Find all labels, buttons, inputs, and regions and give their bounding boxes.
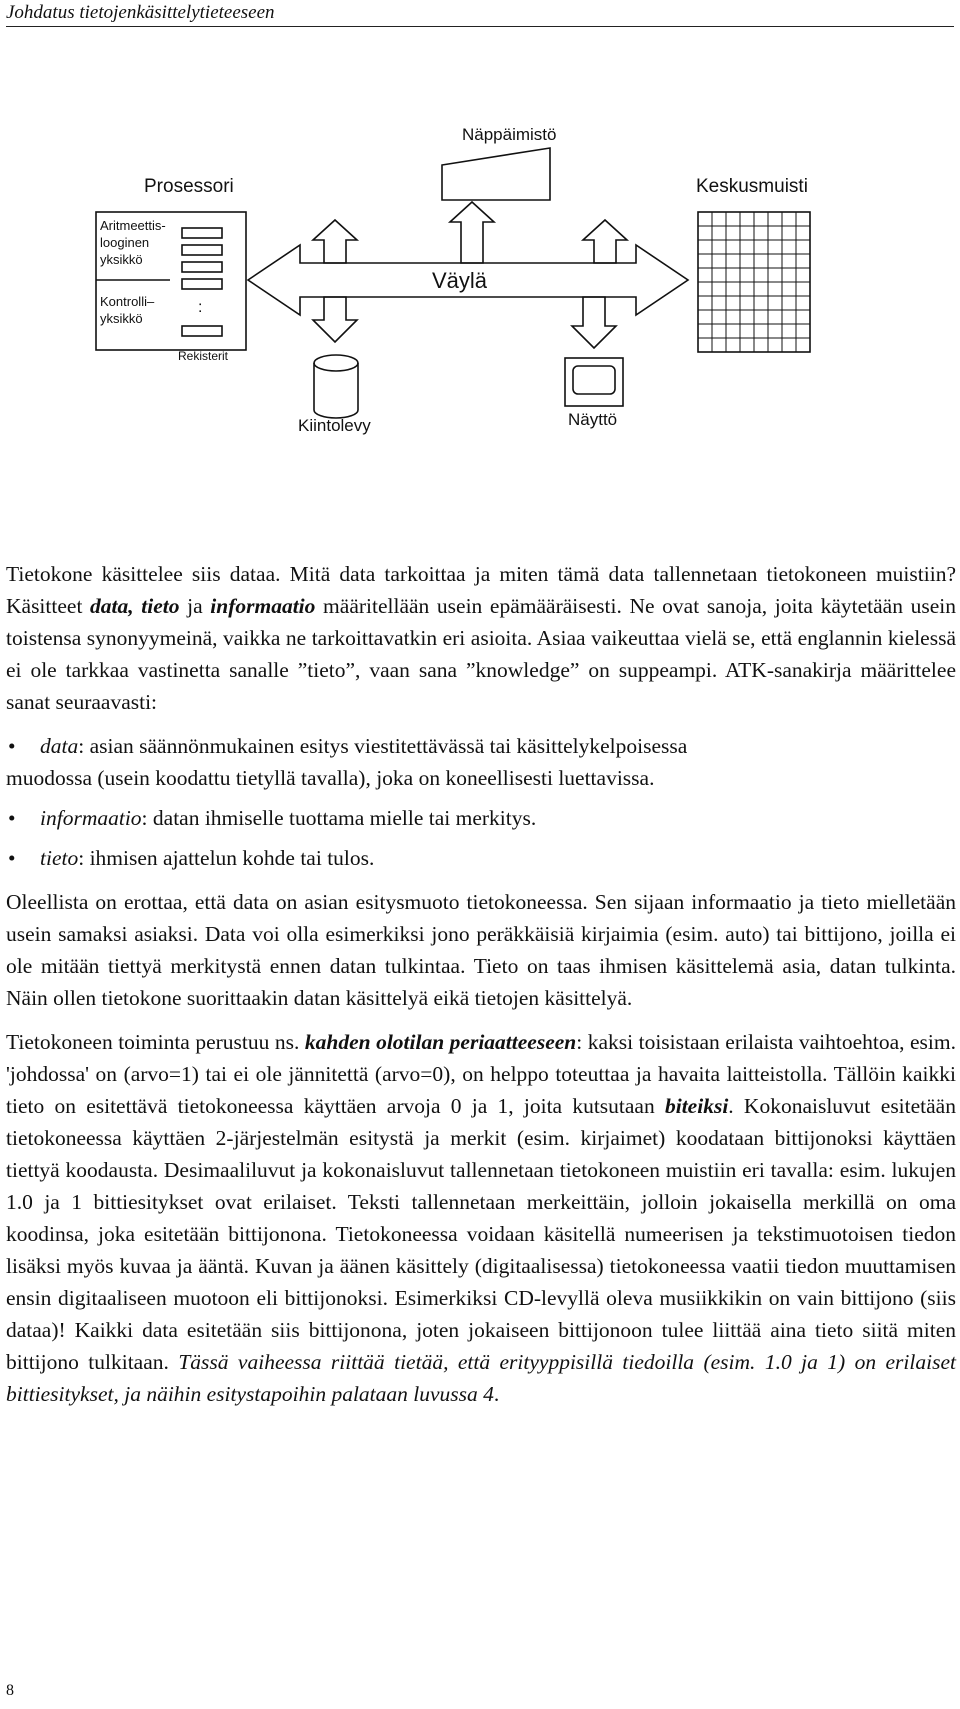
bullet: • [8, 846, 16, 870]
running-header: Johdatus tietojenkäsittelytieteeseen [6, 2, 954, 27]
register-dots: : [198, 299, 203, 316]
processor-label: Prosessori [144, 176, 234, 197]
computer-architecture-diagram [80, 120, 820, 480]
definition-tieto: • tieto: ihmisen ajattelun kohde tai tulos. [6, 842, 956, 874]
paragraph-terms-intro: Tietokone käsittelee siis dataa. Mitä data tarkoittaa ja miten tämä data tallennetaan tietokoneen muistiin? Käsitteet data, tieto ja informaatio määritellään usein epämääräisesti. Ne ovat sanoja, joita käytetään usein toistensa synonyymeinä, vaikka ne tarkoittavatkin eri asioita. Asiaa vaikeuttaa vielä se, että englannin kielessä ei ole tarkkaa vastinetta sanalle ”tieto”, vaan sana ”knowledge” on suppeampi. ATK-sanakirja määrittelee sanat seuraavasti: [6, 562, 956, 714]
definition-informaatio: • informaatio: datan ihmiselle tuottama mielle tai merkitys. [6, 802, 956, 834]
alu-label-1: Aritmeettis- [100, 218, 166, 233]
bus-label: Väylä [432, 268, 488, 293]
cu-label-1: Kontrolli– [100, 294, 155, 309]
cu-label-2: yksikkö [100, 311, 143, 326]
keyboard-label: Näppäimistö [462, 125, 557, 144]
arrow-down-disk [313, 297, 357, 342]
page-number: 8 [6, 1682, 14, 1699]
arrow-up-left [313, 220, 357, 263]
alu-label-2: looginen [100, 235, 150, 250]
arrow-up-right [583, 220, 627, 263]
display-icon [565, 358, 623, 406]
definition-data: • data: asian säännönmukainen esitys viestitettävässä tai käsittelykelpoisessa muodossa (usein koodattu tietyllä tavalla), joka on koneellisesti luettavissa. [6, 730, 956, 794]
display-label: Näyttö [568, 410, 618, 429]
main-memory-gridlines [698, 212, 810, 352]
bullet: • [8, 734, 16, 758]
keyboard-shape [442, 148, 550, 200]
hard-disk-label: Kiintolevy [298, 416, 371, 435]
bullet: • [8, 806, 16, 830]
document-body [6, 558, 956, 1422]
arrow-down-display [572, 297, 616, 348]
arrow-up-keyboard [450, 202, 494, 263]
registers-label: Rekisterit [178, 349, 229, 363]
paragraph-data-vs-information: Oleellista on erottaa, että data on asian esitysmuoto tietokoneessa. Sen sijaan informaatio ja tieto mielletään usein samaksi asiaksi. Data voi olla esimerkiksi jono peräkkäisiä kirjaimia (esim. auto) tai bittijono, joilla ei ole mitään tiettyä merkitystä ennen datan tulkintaa. Tieto on taas ihmisen käsittelemä asia, datan tulkinta. Näin ollen tietokone suorittaakin datan käsittelyä eikä tietojen käsittelyä. [6, 890, 956, 1010]
main-memory-label: Keskusmuisti [696, 176, 808, 197]
register-stack [182, 228, 222, 336]
hard-disk-icon [314, 355, 358, 418]
alu-label-3: yksikkö [100, 252, 143, 267]
definition-list [6, 730, 956, 874]
paragraph-two-state-principle: Tietokoneen toiminta perustuu ns. kahden olotilan periaatteeseen: kaksi toisistaan erilaista vaihtoehtoa, esim. 'johdossa' on (arvo=1) tai ei ole jännitettä (arvo=0), on helppo toteuttaa ja havaita laitteistolla. Tällöin kaikki tieto on esitettävä tietokoneessa käyttäen arvoja 0 ja 1, joita kutsutaan biteiksi. Kokonaisluvut esitetään tietokoneessa käyttäen 2-järjestelmän esitystä ja merkit (esim. kirjaimet) koodataan bittijonoksi käyttäen tiettyä koodausta. Desimaaliluvut ja kokonaisluvut tallennetaan tietokoneen muistiin eri tavalla: esim. lukujen 1.0 ja 1 bittiesitykset ovat erilaiset. Teksti tallennetaan merkeittäin, jolloin jokaisella merkillä on oma koodinsa, joka esitetään bittijonona. Tietokoneessa voidaan käsitellä numeerisen ja tekstimuotoisen tiedon lisäksi myös kuvaa ja ääntä. Kuvan ja äänen käsittely (digitaalisessa) tietokoneessa vaatii tiedon muuttamisen ensin digitaaliseen muotoon eli bittijonoksi. Esimerkiksi CD-levyllä oleva musiikkikin on vain bittijono (siis dataa)! Kaikki data esitetään siis bittijonona, joten jokaiseen bittijonoon tulee liittää aina tieto siitä miten bittijono tulkitaan. Tässä vaiheessa riittää tietää, että erityyppisillä tiedoilla (esim. 1.0 ja 1) on erilaiset bittiesitykset, ja näihin esitystapoihin palataan luvussa 4. [6, 1030, 956, 1406]
